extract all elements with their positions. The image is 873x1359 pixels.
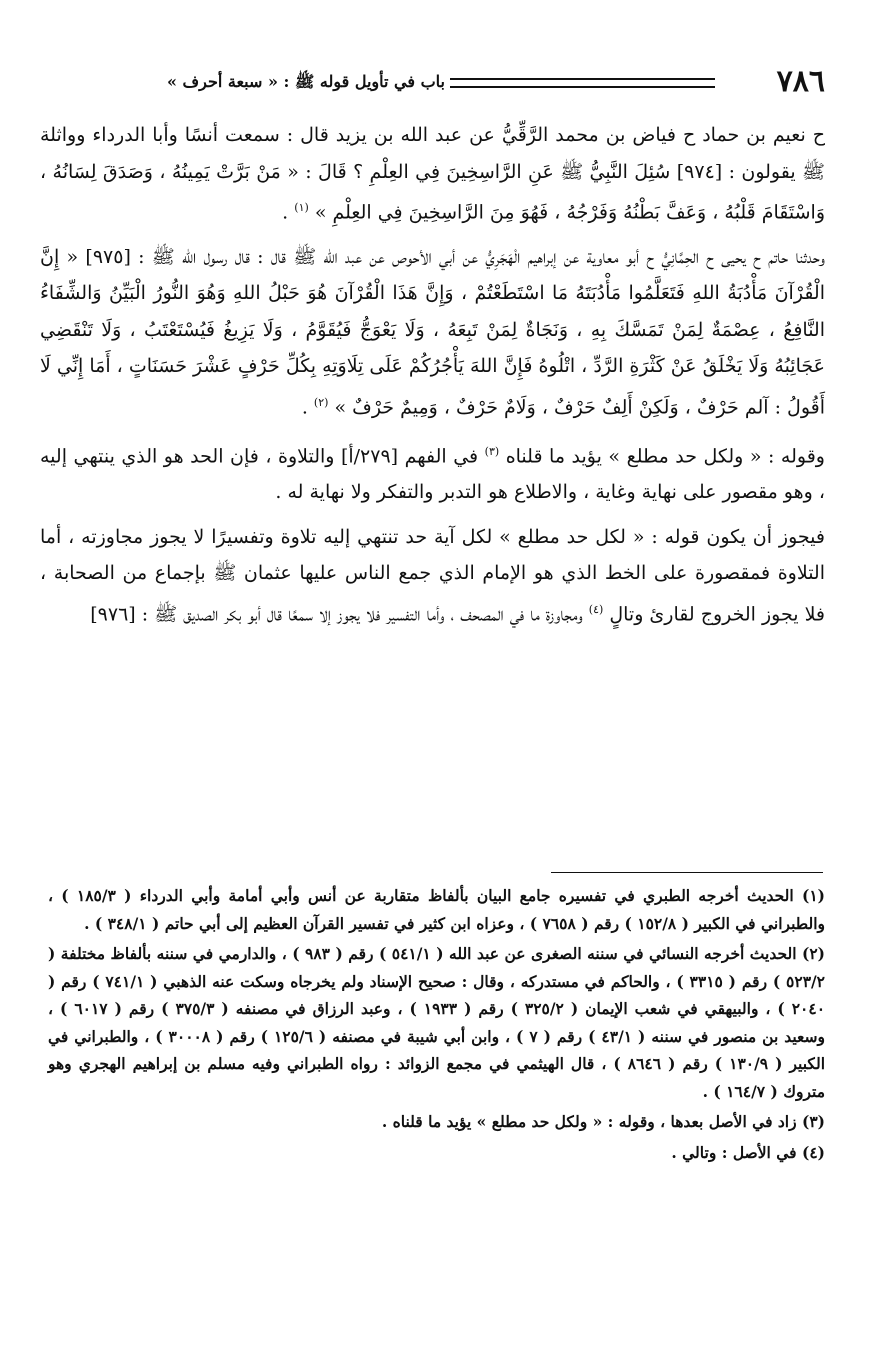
footnote-2: (٢) الحديث أخرجه النسائي في سننه الصغرى عن عبد الله ( ٥٤١/١ ) رقم ( ٩٨٣ ) ، والدارمي في سننه بألفاظ مختلفة ( ٥٢٣/٢ ) رقم ( ٣٣١٥ ) ، والحاكم في مستدركه ، وقال : صحيح الإسناد ولم يخرجاه وسكت عنه الذهبي ( ٧٤١/١ ) رقم ( ٢٠٤٠ ) ، والبيهقي في شعب الإيمان ( ٣٢٥/٢ ) رقم ( ١٩٣٣ ) ، وعبد الرزاق في مصنفه ( ٣٧٥/٣ ) رقم ( ٦٠١٧ ) ، وسعيد بن منصور في سننه ( ٤٣/١ ) رقم ( ٧ ) ، وابن أبي شيبة في مصنفه ( ١٢٥/٦ ) رقم ( ٣٠٠٠٨ ) ، والطبراني في الكبير ( ١٣٠/٩ ) رقم ( ٨٦٤٦ ) ، قال الهيثمي في مجمع الزوائد : رواه الطبراني وفيه مسلم بن إبراهيم الهجري وهو متروك ( ١٦٤/٧ ) . bbox=[48, 944, 826, 1101]
paragraph-1-text: ح نعيم بن حماد ح فياض بن محمد الرَّقِّيُّ عن عبد الله بن يزيد قال : سمعت أنسًا وأبا الدرداء وواثلة ﷺ يقولون : [٩٧٤] سُئِلَ النَّبِيُّ ﷺ عَنِ الرَّاسِخِينَ فِي العِلْمِ ؟ قَالَ : « مَنْ بَرَّتْ يَمِينُهُ ، وَصَدَقَ لِسَانُهُ ، وَاسْتَقَامَ قَلْبُهُ ، وَعَفَّ بَطْنُهُ وَفَرْجُهُ ، فَهُوَ مِنَ الرَّاسِخِينَ فِي العِلْمِ » bbox=[40, 124, 825, 224]
footnote-1: (١) الحديث أخرجه الطبري في تفسيره جامع البيان بألفاظ متقاربة عن أنس وأبي أمامة وأبي الدرداء ( ١٨٥/٣ ) ، والطبراني في الكبير ( ١٥٢/٨ ) رقم ( ٧٦٥٨ ) ، وعزاه ابن كثير في تفسير القرآن العظيم إلى أبي حاتم ( ٣٤٨/١ ) . bbox=[48, 886, 825, 933]
main-text bbox=[40, 117, 825, 641]
paragraph-3-text-a: وقوله : « ولكل حد مطلع » يؤيد ما قلناه bbox=[499, 444, 825, 467]
footnote-4: (٤) في الأصل : وتالي . bbox=[671, 1142, 825, 1162]
header-double-rule bbox=[450, 78, 715, 88]
page-header bbox=[50, 62, 825, 102]
paragraph-4 bbox=[40, 519, 825, 633]
page-number: ٧٨٦ bbox=[776, 64, 825, 99]
paragraph-4-text-b: ومجاوزة ما في المصحف ، وأما التفسير فلا يجوز إلا سمعًا قال أبو بكر الصديق ﷺ : [٩٧٦] bbox=[90, 603, 589, 626]
footnote-3: (٣) زاد في الأصل بعدها ، وقوله : « ولكل حد مطلع » يؤيد ما قلناه . bbox=[381, 1112, 825, 1131]
paragraph-4-text-a: فيجوز أن يكون قوله : « لكل حد مطلع » لكل آية حد تنتهي إليه تلاوة وتفسيرًا لا يجوز مجاوزته ، أما التلاوة فمقصورة على الخط الذي هو الإمام الذي جمع الناس عليها عثمان ﷺ بإجماع من الصحابة ، فلا يجوز الخروج لقارئ وتالٍ bbox=[40, 525, 825, 626]
footnote-separator bbox=[551, 872, 823, 873]
paragraph-2-end: . bbox=[301, 396, 314, 419]
paragraph-2 bbox=[40, 239, 825, 426]
paragraph-3-text-b: في الفهم [٢٧٩/أ] والتلاوة ، فإن الحد هو الذي ينتهي إليه ، وهو مقصور على نهاية وغاية ، والاطلاع هو التدبر والتفكر ولا نهاية له . bbox=[40, 444, 825, 504]
footnote-ref-2[interactable]: (٢) bbox=[313, 395, 329, 409]
footnote-ref-1[interactable]: (١) bbox=[294, 201, 309, 214]
footnote-ref-3[interactable]: (٣) bbox=[484, 444, 500, 458]
paragraph-1-end: . bbox=[282, 201, 295, 224]
paragraph-3 bbox=[40, 434, 825, 511]
footnote-ref-4[interactable]: (٤) bbox=[588, 602, 604, 616]
footnotes bbox=[48, 882, 825, 1169]
running-title: باب في تأويل قوله ﷺ : « سبعة أحرف » bbox=[166, 72, 445, 91]
paragraph-2-text: وحدثنا حاتم ح يحيى ح الحِمَّانِيُّ ح أبو معاوية عن إبراهيم الْهَجَرِيُّ عن أبي الأحوص عن عبد الله ﷺ قال : قال رسول الله ﷺ : [٩٧٥] « إِنَّ الْقُرْآنَ مَأْدُبَةُ اللهِ فَتَعَلَّمُوا مَأْدُبَتَهُ مَا اسْتَطَعْتُمْ ، وَإِنَّ هَذَا الْقُرْآنَ هُوَ حَبْلُ اللهِ وَهُوَ النُّورُ الْبَيِّنُ وَالشِّفَاءُ النَّافِعُ ، عِصْمَةٌ لِمَنْ تَمَسَّكَ بِهِ ، وَنَجَاةٌ لِمَنْ تَبِعَهُ ، وَلَا يَعْوَجُّ فَيُقَوَّمُ ، وَلَا يَزِيغُ فَيُسْتَعْتَبُ ، وَلَا تَنْقَضِي عَجَائِبُهُ وَلَا يَخْلَقُ عَنْ كَثْرَةِ الرَّدِّ ، اتْلُوهُ فَإِنَّ اللهَ يَأْجُرُكُمْ عَلَى تِلَاوَتِهِ بِكُلِّ حَرْفٍ عَشْرَ حَسَنَاتٍ ، أَمَا إِنِّي لَا أَقُولُ : آلم حَرْفٌ ، وَلَكِنْ أَلِفٌ حَرْفٌ ، وَلَامٌ حَرْفٌ ، وَمِيمٌ حَرْفٌ » bbox=[40, 245, 825, 419]
paragraph-1 bbox=[40, 117, 825, 231]
